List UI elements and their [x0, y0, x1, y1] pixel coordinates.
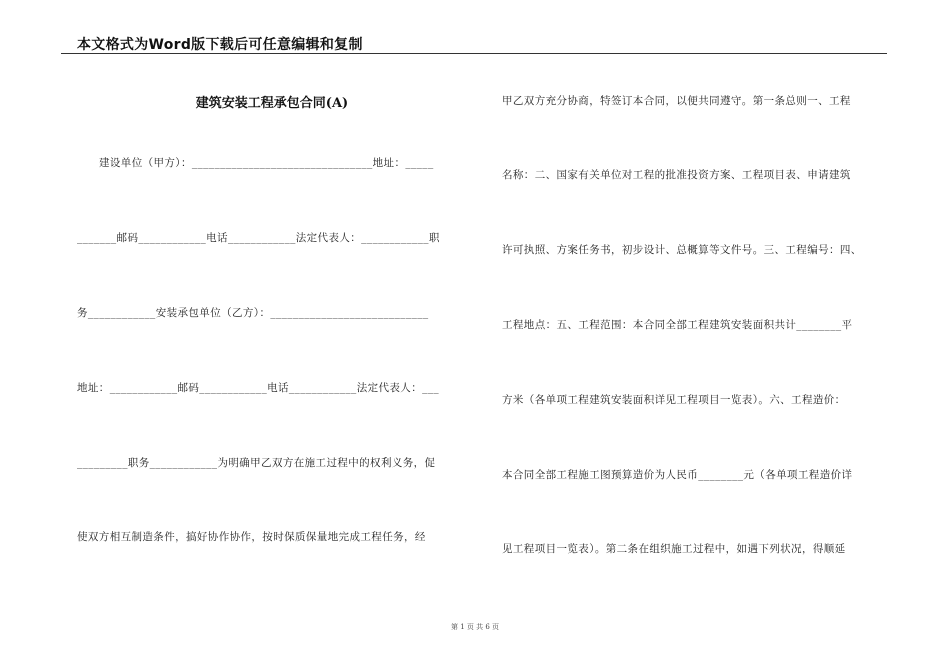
right-line-1: 甲乙双方充分协商，特签订本合同，以便共同遵守。第一条总则一、工程 — [502, 95, 851, 107]
right-line-3: 许可执照、方案任务书，初步设计、总概算等文件号。三、工程编号：四、 — [502, 244, 862, 256]
left-line-1: 建设单位（甲方）：________________________________地址：_____ — [99, 157, 434, 169]
left-line-4: 地址：____________邮码____________电话____________法定代表人：___ — [77, 382, 440, 394]
left-line-6: 使双方相互制造条件，搞好协作协作，按时保质保量地完成工程任务，经 — [77, 531, 426, 543]
left-line-5: _________职务____________为明确甲乙双方在施工过程中的权利义务，促 — [77, 457, 436, 469]
left-line-3: 务____________安装承包单位（乙方）：____________________________ — [77, 307, 429, 319]
left-line-2: _______邮码____________电话____________法定代表人：____________职 — [77, 232, 440, 244]
document-banner: 本文格式为Word版下载后可任意编辑和复制 — [77, 37, 363, 53]
header-divider — [61, 53, 887, 54]
right-line-6: 本合同全部工程施工图预算造价为人民币________元（各单项工程造价详 — [502, 469, 853, 481]
page-number: 第 1 页 共 6 页 — [450, 623, 500, 631]
right-line-7: 见工程项目一览表）。第二条在组织施工过程中，如遇下列状况，得顺延 — [502, 543, 846, 555]
right-line-2: 名称：二、国家有关单位对工程的批准投资方案、工程项目表、申请建筑 — [502, 169, 851, 181]
right-line-5: 方米（各单项工程建筑安装面积详见工程项目一览表）。六、工程造价： — [502, 394, 846, 406]
right-line-4: 工程地点：五、工程范围：本合同全部工程建筑安装面积共计________平 — [502, 319, 853, 331]
contract-title: 建筑安装工程承包合同(A) — [195, 96, 349, 111]
